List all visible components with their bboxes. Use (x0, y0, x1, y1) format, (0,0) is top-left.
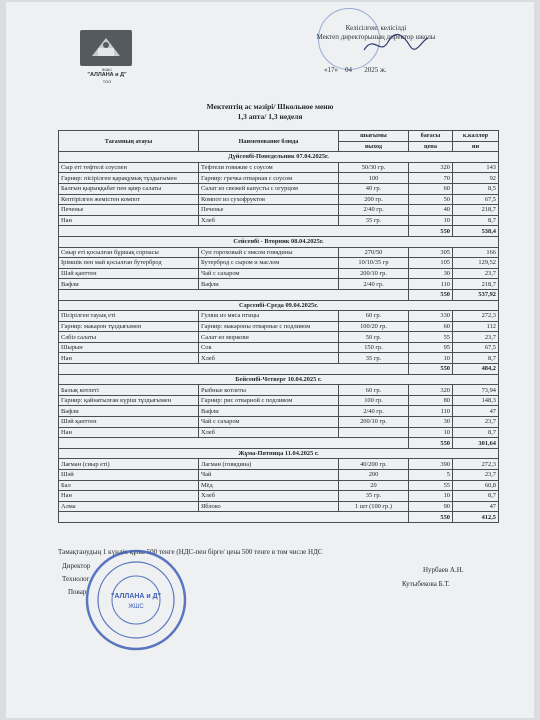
role-technologist: Технолог (62, 575, 90, 583)
table-row (59, 395, 499, 406)
dish-kcal: 23,7 (453, 332, 499, 343)
dish-price: 55 (409, 332, 453, 343)
table-row (59, 194, 499, 205)
dish-name-kk: Шырын (59, 342, 199, 353)
dish-kcal: 166 (453, 247, 499, 258)
dish-yield: 2/40 гр. (339, 279, 409, 290)
dish-name-ru: Вафли (199, 279, 339, 290)
dish-kcal: 67,5 (453, 194, 499, 205)
dish-kcal: 8,7 (453, 427, 499, 438)
price-note: Тамақтанудың 1 күндік құны 500 тенге (НДС-пен бірге/ цена 500 тенге в том числе НДС (58, 548, 323, 556)
total-row (59, 512, 499, 523)
dish-yield: 270/50 (339, 247, 409, 258)
dish-price: 320 (409, 385, 453, 396)
menu-body (59, 152, 499, 523)
col-header-ru: Наименование блюда (199, 131, 339, 152)
dish-yield: 200/10 гр. (339, 268, 409, 279)
dish-name-kk: Гарнир: қайнатылған күріш тұздығымен (59, 395, 199, 406)
dish-price: 55 (409, 480, 453, 491)
table-row (59, 311, 499, 322)
dish-name-kk: Вафли (59, 279, 199, 290)
table-header-row (59, 131, 499, 142)
dish-name-kk: Кептірілген жемістен компот (59, 194, 199, 205)
dish-kcal: 47 (453, 406, 499, 417)
dish-kcal: 8,5 (453, 183, 499, 194)
table-row (59, 321, 499, 332)
dish-price: 30 (409, 268, 453, 279)
dish-kcal: 8,7 (453, 491, 499, 502)
dish-name-kk: Сиыр еті қосылған бұршақ сорпасы (59, 247, 199, 258)
dish-price: 10 (409, 215, 453, 226)
logo-line-3: TOO (102, 79, 112, 84)
dish-name-kk: Шәй қанттен (59, 417, 199, 428)
dish-kcal: 67,5 (453, 342, 499, 353)
menu-table (58, 130, 499, 523)
dish-kcal: 8,7 (453, 353, 499, 364)
total-blank (59, 289, 409, 300)
company-seal (84, 548, 188, 652)
total-blank (59, 226, 409, 237)
dish-price: 95 (409, 342, 453, 353)
table-row (59, 258, 499, 269)
dish-price: 10 (409, 491, 453, 502)
day-title: Сәрсенбі-Среда 09.04.2025г. (59, 300, 499, 311)
table-row (59, 342, 499, 353)
dish-name-ru: Хлеб (199, 215, 339, 226)
dish-kcal: 148,3 (453, 395, 499, 406)
table-row (59, 491, 499, 502)
dish-yield: 20 (339, 480, 409, 491)
col-header-kk: Тағамның атауы (59, 131, 199, 152)
total-row (59, 438, 499, 449)
dish-name-kk: Сыр еті тефтелі соуспен (59, 162, 199, 173)
dish-yield: 35 гр. (339, 353, 409, 364)
date-month: 04 (345, 66, 352, 74)
dish-price: 390 (409, 459, 453, 470)
dish-yield: 200/10 гр. (339, 417, 409, 428)
seal-center-text: "АЛЛАНА и Д" (111, 593, 161, 600)
dish-kcal: 23,7 (453, 268, 499, 279)
total-price: 550 (409, 226, 453, 237)
dish-kcal: 218,7 (453, 205, 499, 216)
dish-yield: 150 гр. (339, 342, 409, 353)
day-header-row (59, 236, 499, 247)
dish-name-kk: Сәбіз салаты (59, 332, 199, 343)
dish-kcal: 8,7 (453, 215, 499, 226)
dish-yield (339, 427, 409, 438)
dish-yield: 2/40 гр. (339, 205, 409, 216)
day-header-row (59, 152, 499, 163)
dish-price: 10 (409, 353, 453, 364)
dish-kcal: 218,7 (453, 279, 499, 290)
table-row (59, 385, 499, 396)
col-subheader-price: цена (409, 141, 453, 152)
total-kcal: 484,2 (453, 364, 499, 375)
dish-name-ru: Чай с сахаром (199, 268, 339, 279)
day-header-row (59, 448, 499, 459)
dish-yield: 50/30 гр. (339, 162, 409, 173)
total-price: 550 (409, 512, 453, 523)
dish-kcal: 47 (453, 501, 499, 512)
logo-line-2: "АЛЛАНА и Д" (87, 72, 127, 78)
day-title: Дүйсенбі-Понедельник 07.04.2025г. (59, 152, 499, 163)
total-row (59, 364, 499, 375)
dish-price: 50 (409, 194, 453, 205)
total-kcal: 537,92 (453, 289, 499, 300)
date-day: «17» (324, 66, 338, 74)
col-header-price: бағасы (409, 131, 453, 142)
dish-name-ru: Салат из свежей капусты с огурцом (199, 183, 339, 194)
dish-yield: 35 гр. (339, 491, 409, 502)
dish-name-ru: Печенье (199, 205, 339, 216)
company-logo (78, 30, 136, 82)
table-row (59, 417, 499, 428)
dish-price: 60 (409, 321, 453, 332)
total-kcal: 301,64 (453, 438, 499, 449)
dish-kcal: 23,7 (453, 470, 499, 481)
dish-price: 80 (409, 395, 453, 406)
dish-name-ru: Сок (199, 342, 339, 353)
col-header-yield: шығымы (339, 131, 409, 142)
dish-kcal: 92 (453, 173, 499, 184)
dish-price: 40 (409, 205, 453, 216)
dish-kcal: 112 (453, 321, 499, 332)
role-director: Директор (62, 562, 91, 570)
col-subheader-yield: выход (339, 141, 409, 152)
dish-name-ru: Вафли (199, 406, 339, 417)
seal-sub-text: ЖШС (128, 604, 144, 610)
role-cook: Повар (68, 588, 87, 596)
dish-yield: 2/40 гр. (339, 406, 409, 417)
dish-yield: 100 (339, 173, 409, 184)
dish-name-kk: Бал (59, 480, 199, 491)
dish-kcal: 73,94 (453, 385, 499, 396)
dish-price: 70 (409, 173, 453, 184)
name-director: Нурбаев А.Н. (423, 566, 464, 574)
total-price: 550 (409, 364, 453, 375)
dish-price: 330 (409, 311, 453, 322)
dish-name-ru: Суп гороховый с мясом говядины (199, 247, 339, 258)
dish-price: 110 (409, 279, 453, 290)
logo-line-1: ЖШС (101, 67, 113, 72)
dish-name-kk: Ірімшік пен май қосылған бутерброд (59, 258, 199, 269)
table-row (59, 247, 499, 258)
dish-name-kk: Гарнир: пісірілген қарақұмық тұздығымен (59, 173, 199, 184)
table-row (59, 353, 499, 364)
dish-name-kk: Алма (59, 501, 199, 512)
dish-yield: 40 гр. (339, 183, 409, 194)
director-signature (360, 30, 430, 58)
dish-kcal: 60,8 (453, 480, 499, 491)
dish-name-kk: Шәй (59, 470, 199, 481)
table-row (59, 173, 499, 184)
dish-name-kk: Нан (59, 353, 199, 364)
dish-price: 320 (409, 162, 453, 173)
menu-subtitle: 1,3 апта/ 1,3 неделя (237, 112, 303, 121)
dish-name-kk: Нан (59, 491, 199, 502)
dish-price: 30 (409, 417, 453, 428)
dish-yield: 60 гр. (339, 385, 409, 396)
table-row (59, 162, 499, 173)
table-row (59, 332, 499, 343)
total-blank (59, 512, 409, 523)
dish-name-ru: Гарнир: рис отварной с подливом (199, 395, 339, 406)
dish-name-kk: Лағман (сиыр еті) (59, 459, 199, 470)
dish-name-kk: Гарнир: макарон тұздығымен (59, 321, 199, 332)
dish-name-ru: Мёд (199, 480, 339, 491)
dish-name-kk: Балғын қырыққабат пен қияр салаты (59, 183, 199, 194)
dish-price: 10 (409, 427, 453, 438)
dish-price: 90 (409, 501, 453, 512)
total-price: 550 (409, 289, 453, 300)
day-header-row (59, 374, 499, 385)
day-header-row (59, 300, 499, 311)
dish-yield: 200 гр. (339, 194, 409, 205)
dish-name-kk: Вафли (59, 406, 199, 417)
dish-yield: 200 (339, 470, 409, 481)
day-title: Сейсенбі - Вторник 08.04.2025г. (59, 236, 499, 247)
dish-kcal: 143 (453, 162, 499, 173)
total-row (59, 289, 499, 300)
table-row (59, 279, 499, 290)
dish-yield: 35 гр. (339, 215, 409, 226)
day-title: Бейсенбі-Четверг 10.04.2025 г. (59, 374, 499, 385)
total-row (59, 226, 499, 237)
table-row (59, 501, 499, 512)
dish-name-ru: Компот из сухофруктов (199, 194, 339, 205)
dish-name-ru: Хлеб (199, 427, 339, 438)
dish-name-ru: Хлеб (199, 353, 339, 364)
dish-name-ru: Гарнир: гречка отварная с соусом (199, 173, 339, 184)
total-blank (59, 438, 409, 449)
table-row (59, 268, 499, 279)
dish-name-ru: Гуляш из мяса птицы (199, 311, 339, 322)
dish-yield: 100/20 гр. (339, 321, 409, 332)
col-header-kcal: к.каллор (453, 131, 499, 142)
total-blank (59, 364, 409, 375)
dish-kcal: 23,7 (453, 417, 499, 428)
table-row (59, 480, 499, 491)
dish-price: 110 (409, 406, 453, 417)
dish-name-ru: Чай с сахаром (199, 417, 339, 428)
day-title: Жұма-Пятница 11.04.2025 г. (59, 448, 499, 459)
approval-line-2: Мектеп директорының директор школы (316, 33, 436, 41)
dish-price: 305 (409, 247, 453, 258)
dish-yield: 1 шт (100 гр.) (339, 501, 409, 512)
menu-title: Мектептің ас мәзірі/ Школьное меню (206, 102, 334, 111)
dish-yield: 50 гр. (339, 332, 409, 343)
dish-name-ru: Чай (199, 470, 339, 481)
dish-price: 60 (409, 183, 453, 194)
date-year: 2025 ж. (364, 66, 387, 74)
dish-name-ru: Тефтели говяжие с соусом (199, 162, 339, 173)
table-row (59, 215, 499, 226)
dish-name-ru: Рыбные котлеты (199, 385, 339, 396)
dish-name-kk: Нан (59, 215, 199, 226)
dish-yield: 60 гр. (339, 311, 409, 322)
dish-yield: 100 гр. (339, 395, 409, 406)
name-technologist: Кутыбекова Б.Т. (402, 580, 450, 588)
dish-yield: 40/200 гр. (339, 459, 409, 470)
table-row (59, 459, 499, 470)
dish-name-kk: Балық котлеті (59, 385, 199, 396)
logo-emblem (80, 30, 132, 66)
total-price: 550 (409, 438, 453, 449)
col-subheader-kcal: ии (453, 141, 499, 152)
table-row (59, 406, 499, 417)
table-row (59, 183, 499, 194)
dish-kcal: 272,3 (453, 311, 499, 322)
dish-name-ru: Гарнир: макароны отварные с подливом (199, 321, 339, 332)
dish-price: 5 (409, 470, 453, 481)
dish-name-ru: Хлеб (199, 491, 339, 502)
dish-name-ru: Лагман (говядина) (199, 459, 339, 470)
dish-name-ru: Яблоко (199, 501, 339, 512)
approval-date (324, 66, 474, 75)
dish-name-kk: Шәй қанттен (59, 268, 199, 279)
dish-name-kk: Печенье (59, 205, 199, 216)
dish-kcal: 272,3 (453, 459, 499, 470)
dish-name-ru: Салат из моркови (199, 332, 339, 343)
dish-price: 105 (409, 258, 453, 269)
table-row (59, 427, 499, 438)
dish-yield: 10/10/35 гр (339, 258, 409, 269)
table-row (59, 470, 499, 481)
dish-kcal: 129,52 (453, 258, 499, 269)
dish-name-kk: Нан (59, 427, 199, 438)
table-row (59, 205, 499, 216)
total-kcal: 538,4 (453, 226, 499, 237)
approval-line-1: Келісілген: келісілді (345, 24, 407, 32)
dish-name-kk: Пісірілген тауық еті (59, 311, 199, 322)
dish-name-ru: Бутерброд с сыром и маслом (199, 258, 339, 269)
total-kcal: 412,5 (453, 512, 499, 523)
